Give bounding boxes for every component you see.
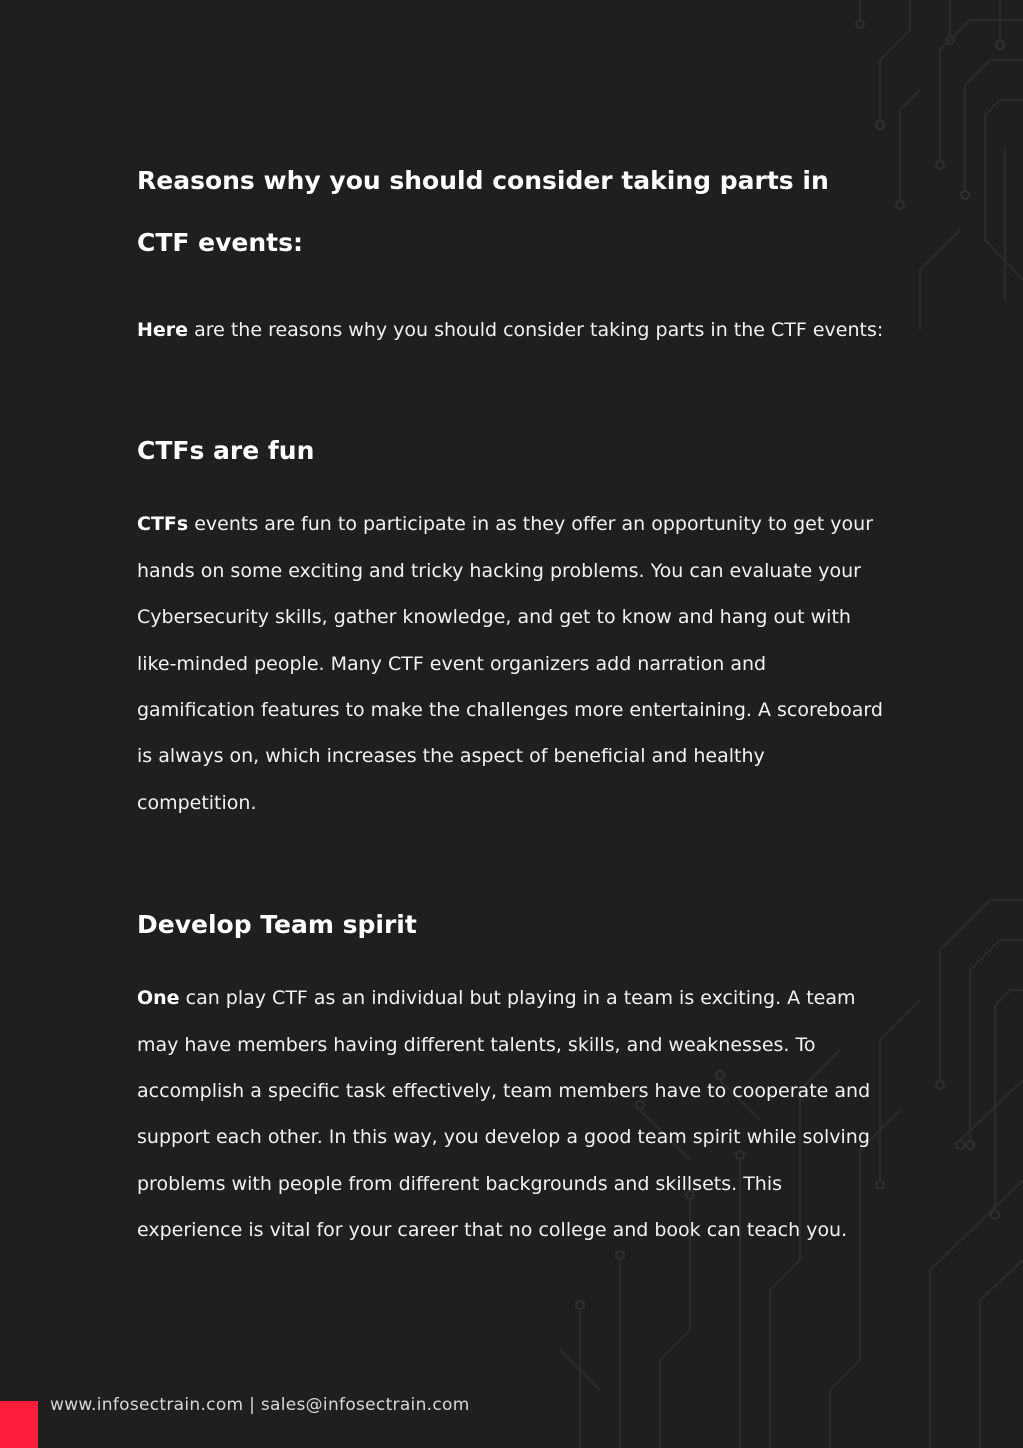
section-text: events are fun to participate in as they offer an opportunity to get your hands on some exciting and tricky hacking problems. You can evaluate your Cybersecurity skills, gather knowledge, and get to know and hang out with like-minded people. Many CTF event organizers add narration and gamification features to make the challenges more entertaining. A scoreboard is always on, which increases the aspect of beneficial and healthy competition. — [137, 513, 883, 814]
intro-paragraph — [137, 307, 887, 353]
document-content — [137, 150, 887, 1254]
section-heading-team-spirit: Develop Team spirit — [137, 910, 417, 940]
intro-lead-word: Here — [137, 319, 189, 341]
section-lead-word: One — [137, 987, 180, 1010]
section-lead-word: CTFs — [137, 513, 189, 536]
footer-accent-bar — [0, 1401, 38, 1448]
section-heading-ctfs-fun: CTFs are fun — [137, 436, 315, 466]
section-paragraph-team-spirit — [137, 975, 887, 1253]
intro-text: are the reasons why you should consider taking parts in the CTF events: — [188, 319, 884, 341]
main-heading: Reasons why you should consider taking parts in CTF events: — [137, 166, 829, 257]
section-paragraph-ctfs-fun — [137, 501, 887, 826]
section-text: can play CTF as an individual but playing in a team is exciting. A team may have members having different talents, skills, and weaknesses. To accomplish a specific task effectively, team members have to cooperate and support each other. In this way, you develop a good team spirit while solving problems with people from different backgrounds and skillsets. This experience is vital for your career that no college and book can teach you. — [137, 987, 871, 1242]
footer-contact: www.infosectrain.com | sales@infosectrain.com — [50, 1395, 470, 1415]
